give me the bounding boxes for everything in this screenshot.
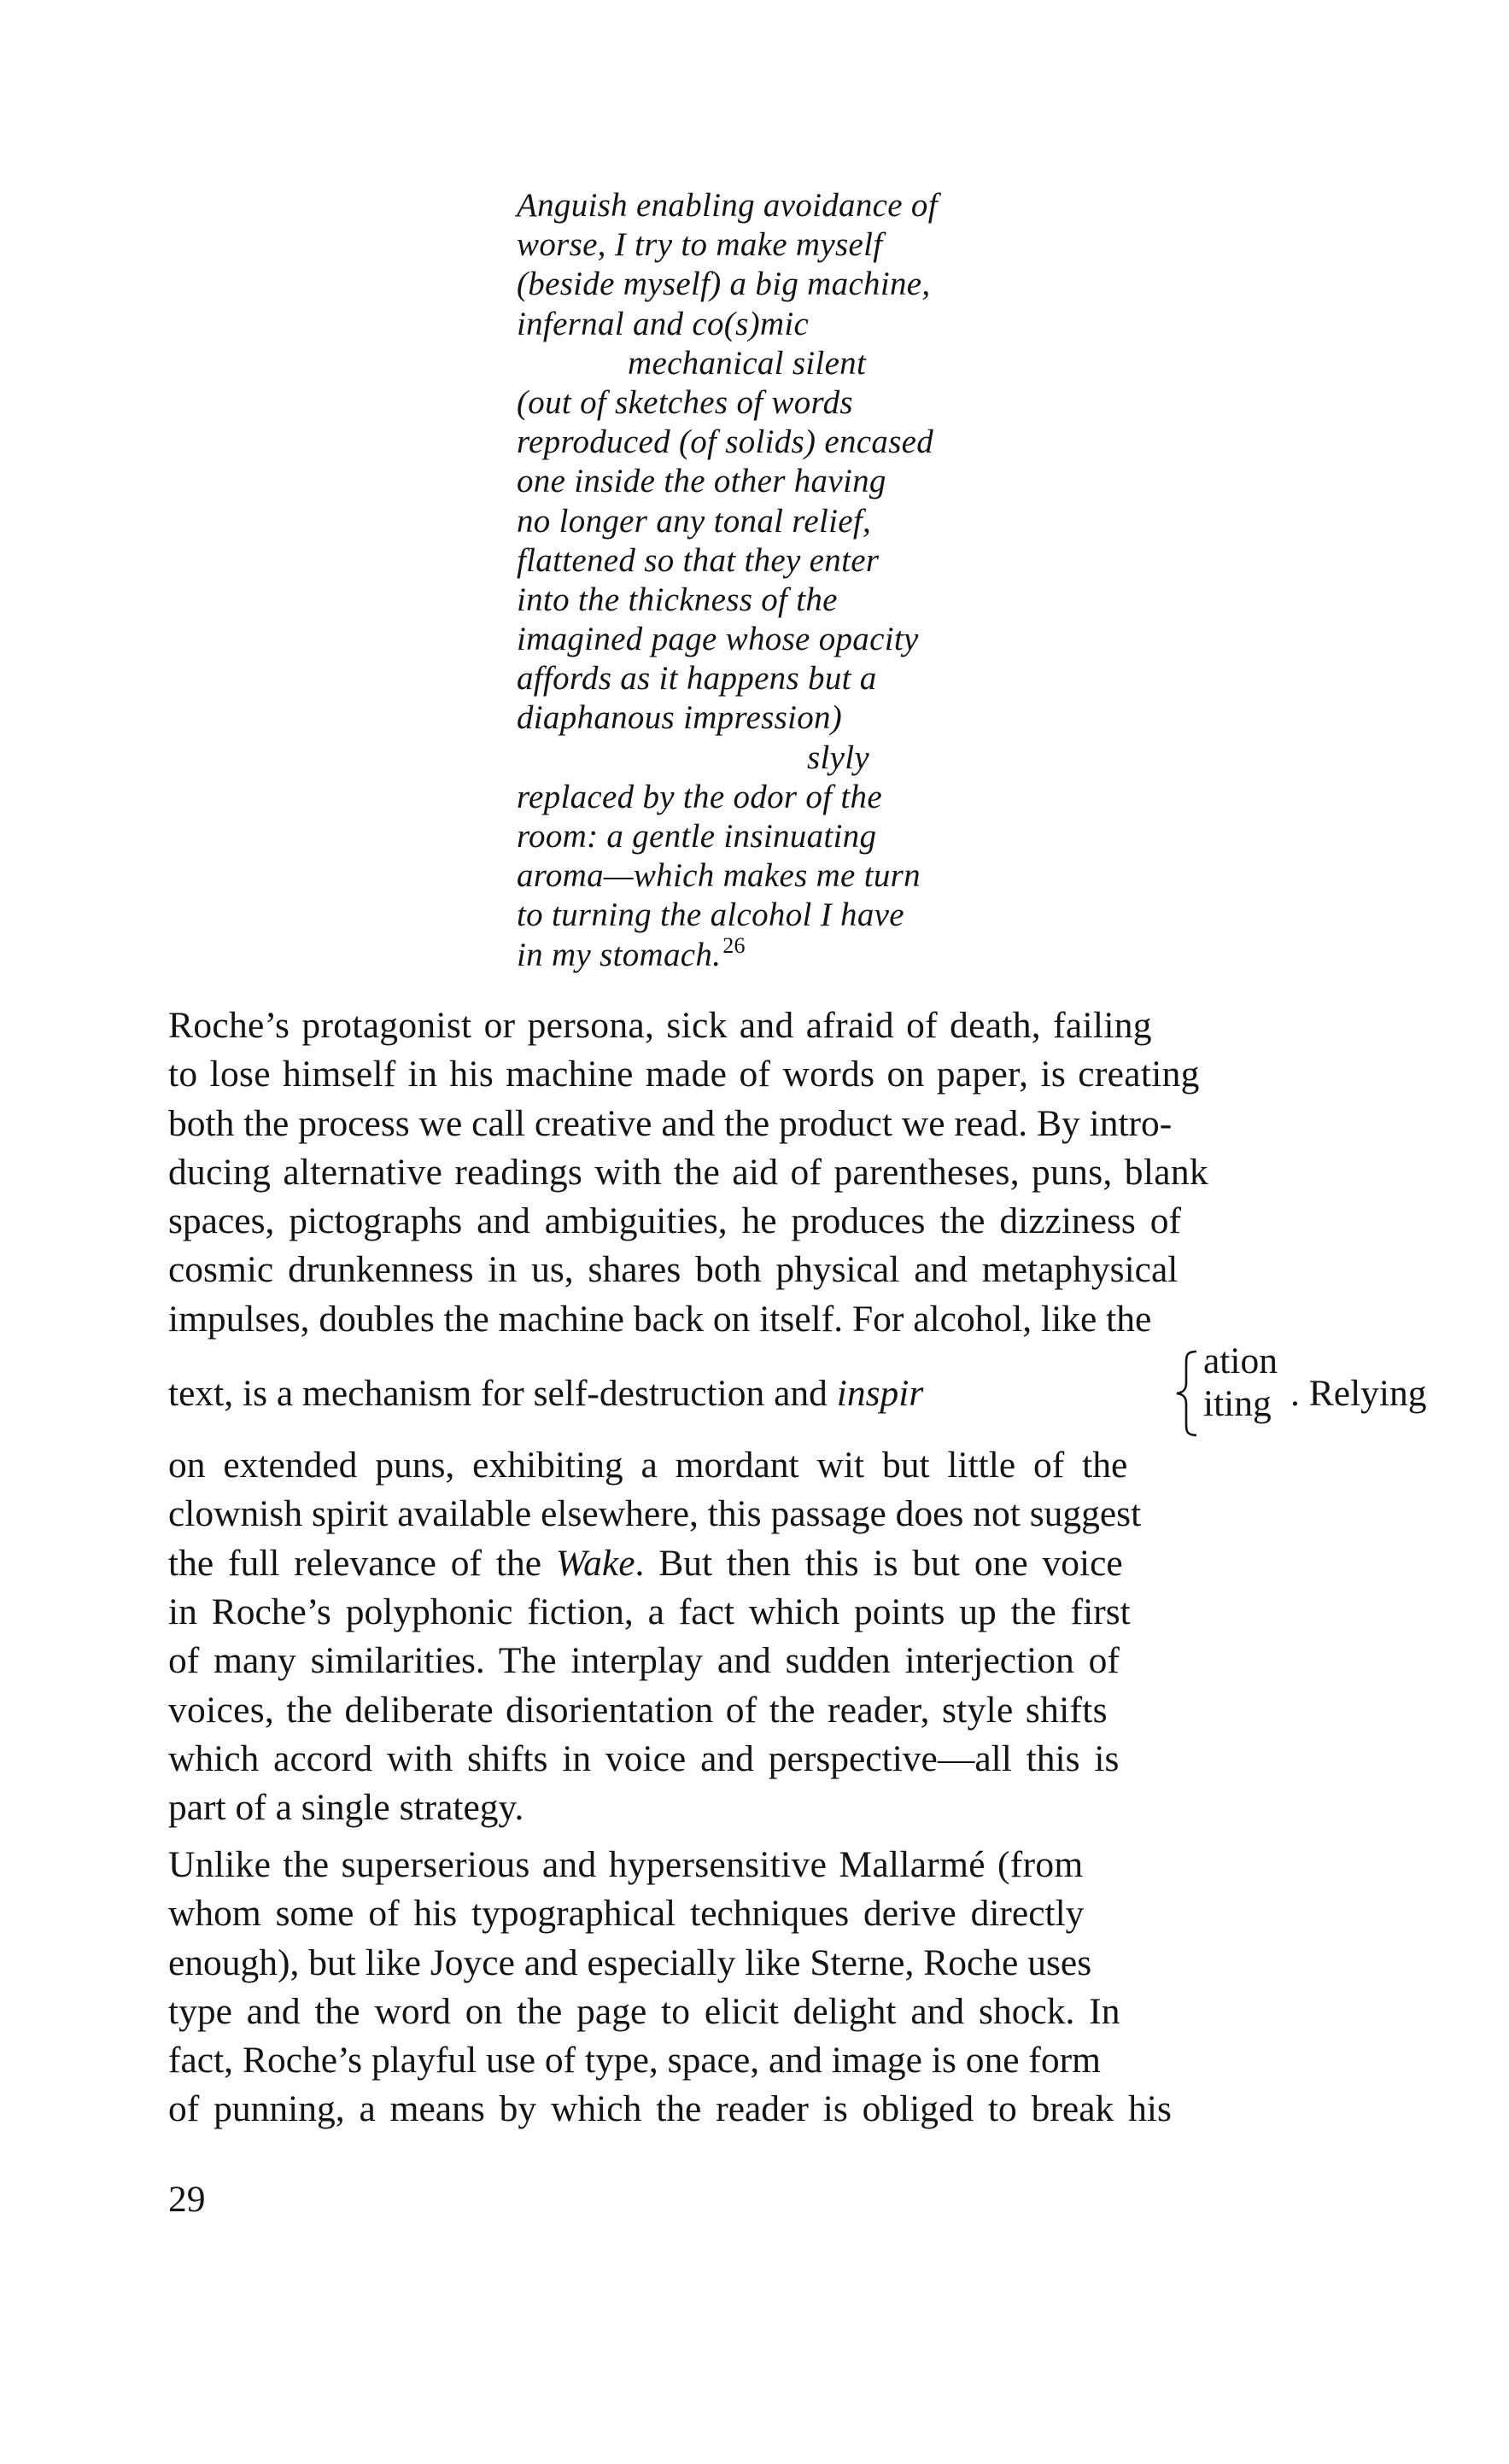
text-line: which accord with shifts in voice and perspective—all this is: [168, 1737, 1120, 1779]
text-line: [168, 1539, 1328, 1588]
poem-line: reproduced (of solids) encased: [517, 423, 934, 461]
text-line: on extended puns, exhibiting a mordant wit but little of the: [168, 1445, 1128, 1486]
poem-line: (out of sketches of words: [517, 383, 853, 421]
poem-line: aroma—which makes me turn: [517, 857, 921, 895]
footnote-reference[interactable]: 26: [722, 932, 746, 958]
brace-lead-italic: inspir: [836, 1373, 924, 1415]
text-line: impulses, doubles the machine back on itself. For alcohol, like the: [168, 1298, 1152, 1340]
text-line: Roche’s protagonist or persona, sick and afraid of death, failing: [168, 1005, 1152, 1046]
brace-alternatives-line: [168, 1340, 1427, 1441]
text-line: both the process we call creative and the product we read. By intro-: [168, 1102, 1173, 1144]
brace-option-bottom: iting: [1203, 1383, 1272, 1425]
text-line: type and the word on the page to elicit delight and shock. In: [168, 1990, 1120, 2032]
poem-line: affords as it happens but a: [517, 660, 877, 698]
wake-line-after: . But then this is but one voice: [635, 1542, 1123, 1584]
brace-tail-dot: .: [1290, 1373, 1300, 1415]
text-line: voices, the deliberate disorientation of the reader, style shifts: [168, 1689, 1108, 1731]
brace-lead-text: text, is a mechanism for self-destruction and: [168, 1373, 837, 1415]
text-line: of punning, a means by which the reader is obliged to break his: [168, 2088, 1172, 2130]
poem-quotation: [517, 186, 1114, 975]
poem-line-last: [517, 932, 1114, 975]
brace-option-top: ation: [1203, 1340, 1278, 1382]
book-title-wake: Wake: [555, 1542, 635, 1584]
text-line: in Roche’s polyphonic fiction, a fact which points up the first: [168, 1591, 1131, 1632]
poem-line: one inside the other having: [517, 463, 886, 500]
text-line: whom some of his typographical techniques derive directly: [168, 1893, 1085, 1935]
poem-line: flattened so that they enter: [517, 541, 880, 579]
poem-line: no longer any tonal relief,: [517, 502, 872, 540]
poem-line: room: a gentle insinuating: [517, 818, 877, 855]
poem-line: Anguish enabling avoidance of: [517, 187, 938, 224]
text-line: fact, Roche’s playful use of type, space, and image is one form: [168, 2040, 1101, 2082]
page-number: 29: [168, 2179, 206, 2220]
wake-line-before: the full relevance of the: [168, 1542, 556, 1584]
brace-line-tail: [1191, 1369, 1499, 1418]
text-line: clownish spirit available elsewhere, this passage does not suggest: [168, 1493, 1142, 1535]
poem-line: mechanical silent: [628, 344, 867, 382]
poem-line: slyly: [807, 739, 869, 776]
text-line: ducing alternative readings with the aid of parentheses, puns, blank: [168, 1151, 1208, 1193]
poem-line: imagined page whose opacity: [517, 621, 919, 658]
poem-line: replaced by the odor of the: [517, 778, 882, 815]
poem-line: into the thickness of the: [517, 581, 838, 618]
paragraph-2: [168, 1841, 1328, 2134]
poem-line: (beside myself) a big machine,: [517, 266, 931, 303]
brace-line-lead: [168, 1369, 923, 1418]
poem-line: infernal and co(s)mic: [517, 305, 810, 342]
text-line: enough), but like Joyce and especially like Sterne, Roche uses: [168, 1941, 1092, 1983]
text-line: to lose himself in his machine made of words on paper, is creating: [168, 1054, 1200, 1095]
poem-line: worse, I try to make myself: [517, 226, 883, 264]
text-line: of many similarities. The interplay and sudden interjection of: [168, 1640, 1120, 1682]
poem-line: to turning the alcohol I have: [517, 896, 904, 934]
text-line: part of a single strategy.: [168, 1787, 524, 1829]
text-line: cosmic drunkenness in us, shares both physical and metaphysical: [168, 1249, 1179, 1291]
paragraph-1: [168, 1001, 1427, 1832]
text-line: spaces, pictographs and ambiguities, he produces the dizziness of: [168, 1200, 1181, 1242]
poem-line: diaphanous impression): [517, 699, 843, 737]
poem-line-text: in my stomach.: [517, 936, 722, 973]
brace-tail-text: Relying: [1308, 1373, 1427, 1415]
text-line: Unlike the superserious and hypersensitive Mallarmé (from: [168, 1844, 1084, 1885]
